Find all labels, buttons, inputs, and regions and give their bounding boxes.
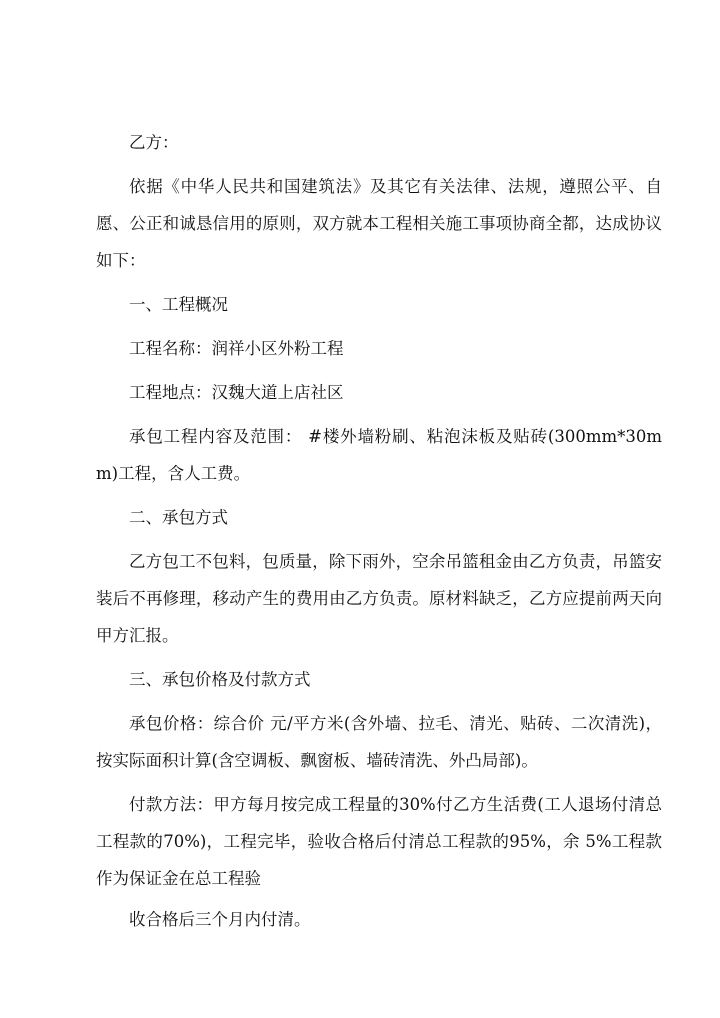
- payment-final-line: 收合格后三个月内付清。: [129, 910, 311, 929]
- project-location-line: 工程地点：汉魏大道上店社区: [129, 383, 344, 402]
- section-heading-contract-method: 二、承包方式: [129, 508, 228, 527]
- scope-paragraph: 承包工程内容及范围： #楼外墙粉刷、粘泡沫板及贴砖(300mm*30mm)工程，含人工费。: [96, 427, 662, 483]
- payment-method-paragraph: 付款方法：甲方每月按完成工程量的30%付乙方生活费(工人退场付清总工程款的70%)，工程完毕，验收合格后付清总工程款的95%，余 5%工程款作为保证金在总工程验: [96, 795, 662, 888]
- section-heading-overview: 一、工程概况: [129, 295, 228, 314]
- contract-price-paragraph: 承包价格：综合价 元/平方米(含外墙、拉毛、清光、贴砖、二次清洗)，按实际面积计算(含空调板、飘窗板、墙砖清洗、外凸局部)。: [96, 714, 662, 770]
- preamble-paragraph: 依据《中华人民共和国建筑法》及其它有关法律、法规，遵照公平、自愿、公正和诚恳信用的原则，双方就本工程相关施工事项协商全都，达成协议如下：: [96, 177, 662, 270]
- section-heading-price-payment: 三、承包价格及付款方式: [129, 670, 311, 689]
- document-page: [96, 124, 662, 945]
- contract-method-paragraph: 乙方包工不包料，包质量，除下雨外，空余吊篮租金由乙方负责，吊篮安装后不再修理，移动产生的费用由乙方负责。原材料缺乏，乙方应提前两天向甲方汇报。: [96, 552, 662, 645]
- party-b-label: 乙方：: [129, 133, 179, 152]
- project-name-line: 工程名称：润祥小区外粉工程: [129, 339, 344, 358]
